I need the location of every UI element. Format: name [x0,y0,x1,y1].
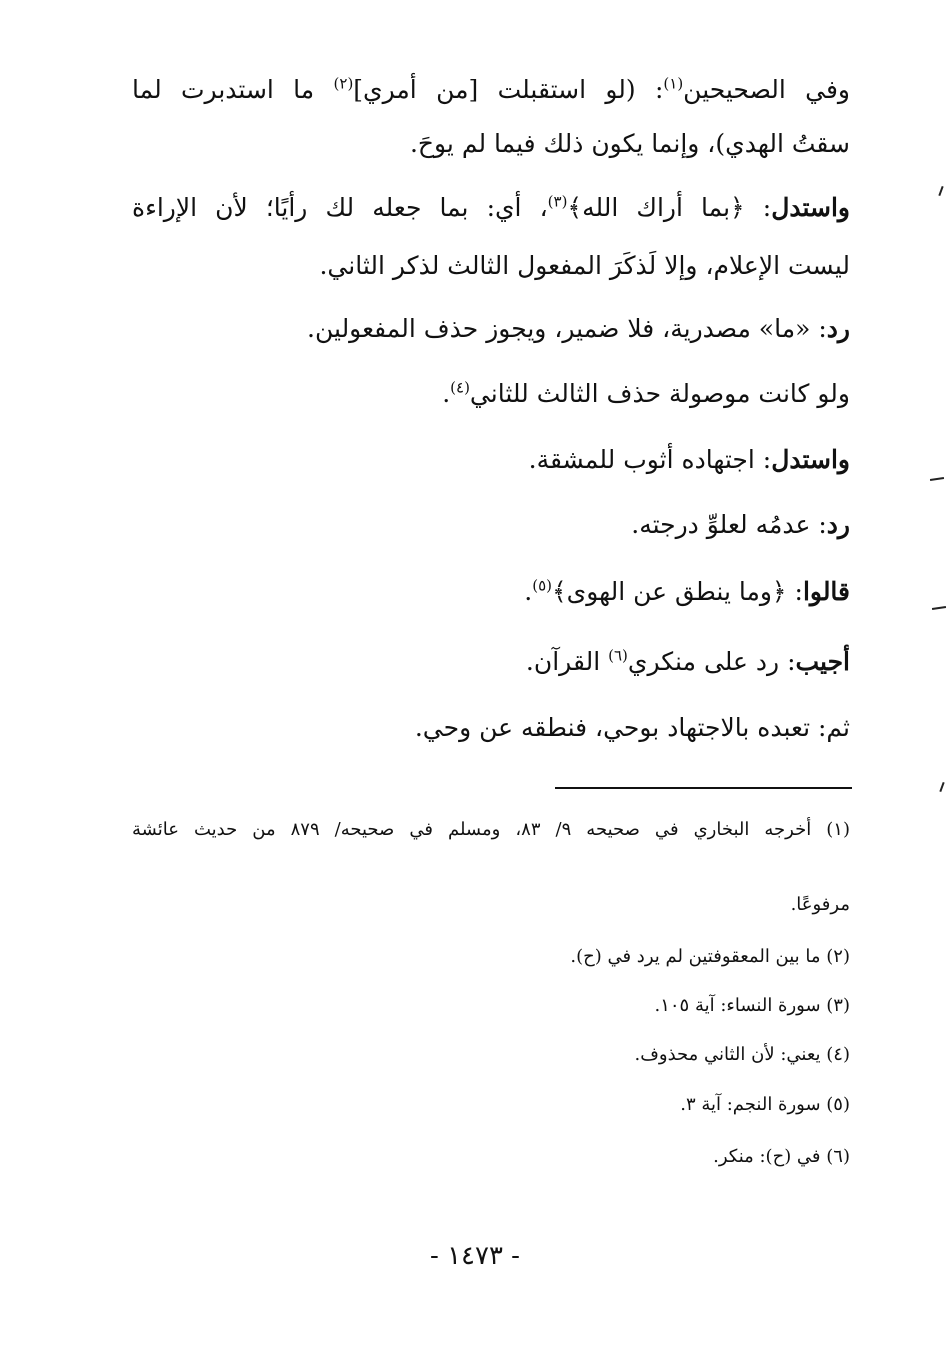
footnote-1-continuation: مرفوعًا. [790,894,850,915]
body-line-9: قالوا: ﴿وما ينطق عن الهوى﴾$^{(٥)}$. [524,576,850,606]
body-line-11: ثم: تعبده بالاجتهاد بوحي، فنطقه عن وحي. [414,713,850,742]
footnote-ref-3: (٣) [547,192,568,211]
footnote-2: (٢) ما بين المعقوفتين لم يرد في (ح). [570,946,850,967]
footnote-3: (٣) سورة النساء: آية ١٠٥. [654,995,850,1016]
body-line-4: ليست الإعلام، وإلا لَذكَرَ المفعول الثالث لذكر الثاني. [319,251,850,280]
footnote-separator [555,787,852,789]
term-ujib: أجيب [795,647,850,676]
margin-mark [938,186,943,196]
body-line-3: واستدل: ﴿بما أراك الله﴾$^{(٣)}$، أي: بما جعله لك رأيًا؛ لأن الإراءة [132,192,850,222]
footnote-1: (١) أخرجه البخاري في صحيحه ٩/ ٨٣، ومسلم في صحيحه/ ٨٧٩ من حديث عائشة [132,819,850,840]
term-istadall: واستدل [771,193,850,222]
footnote-6: (٦) في (ح): منكر. [713,1146,850,1167]
body-line-2: سقتُ الهدي)، وإنما يكون ذلك فيما لم يوحَ. [409,129,850,158]
body-line-8: رد: عدمُه لعلوِّ درجته. [631,510,850,539]
footnote-ref-4: (٤) [450,378,470,397]
term-radd: رد [826,510,850,539]
footnote-ref-2: (٢) [333,74,354,93]
margin-mark [939,782,944,792]
body-line-1: وفي الصحيحين$^{(١)}$: (لو استقبلت [من أمري]$^{(٢)}$ ما استدبرت لما [132,74,850,104]
term-radd: رد [826,314,850,343]
footnote-4: (٤) يعني: لأن الثاني محذوف. [634,1044,850,1065]
term-istadall: واستدل [771,445,850,474]
footnote-ref-6: (٦) [608,646,628,665]
margin-mark [932,606,946,610]
body-line-10: أجيب: رد على منكري$^{(٦)}$ القرآن. [525,646,850,676]
page-number: - ١٤٧٣ - [430,1241,520,1271]
body-line-6: ولو كانت موصولة حذف الثالث للثاني$^{(٤)}$. [442,378,850,408]
footnote-ref-1: (١) [663,74,684,93]
footnote-ref-5: (٥) [532,576,552,595]
margin-mark [930,477,944,481]
footnote-5: (٥) سورة النجم: آية ٣. [680,1094,850,1115]
term-qalu: قالوا [802,577,850,606]
body-line-5: رد: «ما» مصدرية، فلا ضمير، ويجوز حذف المفعولين. [307,314,850,343]
body-line-7: واستدل: اجتهاده أثوب للمشقة. [528,445,850,474]
